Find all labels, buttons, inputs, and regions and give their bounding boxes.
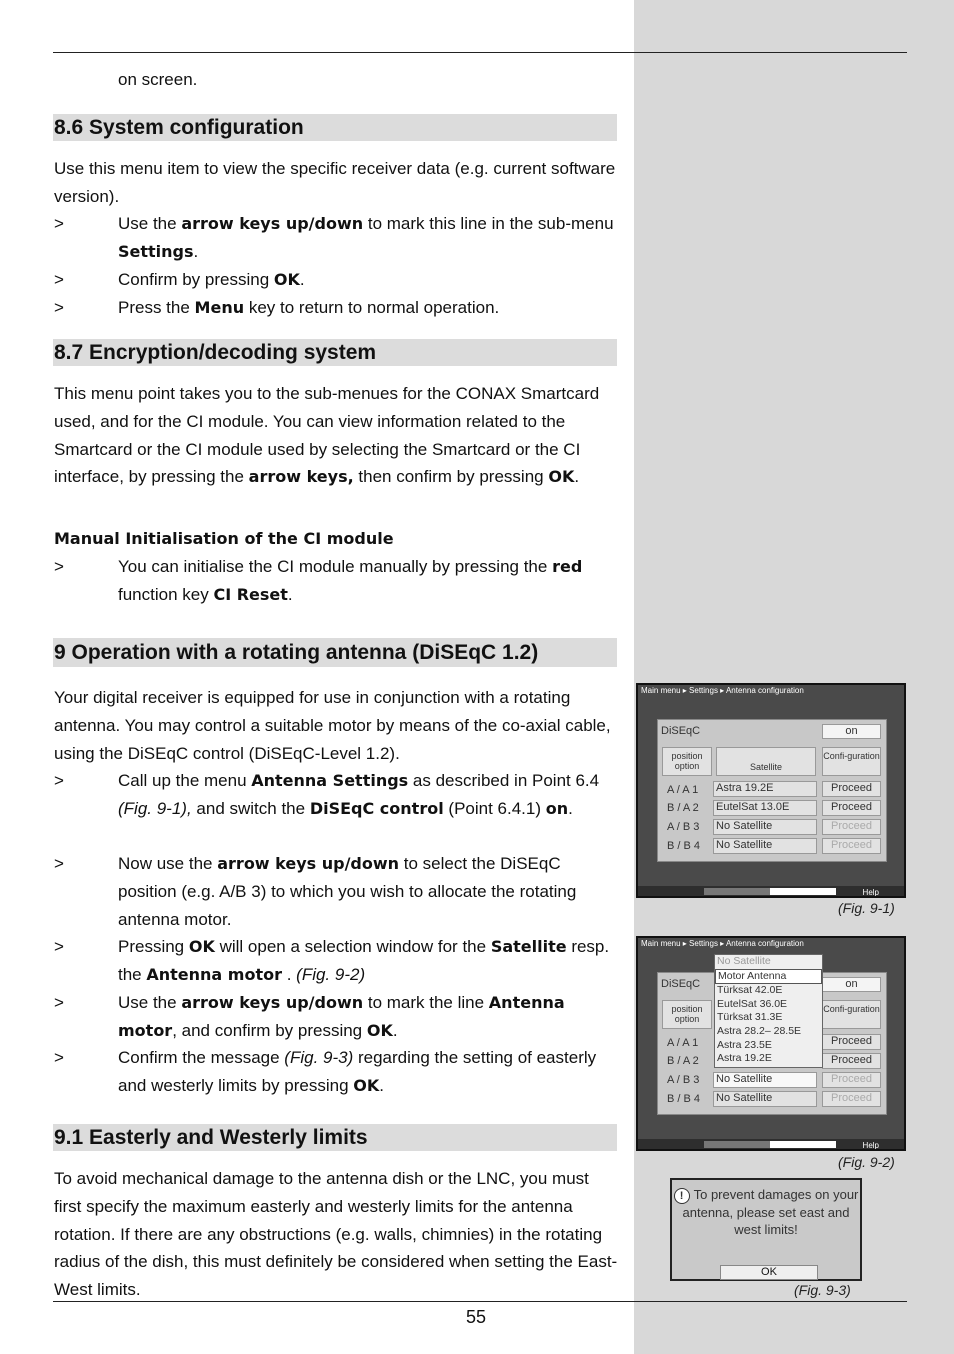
configuration-header: Confi-guration	[822, 1000, 881, 1029]
satellite-cell: No Satellite	[713, 838, 817, 854]
proceed-cell: Proceed	[822, 1053, 881, 1069]
bullet-marker: >	[54, 557, 64, 576]
proceed-cell: Proceed	[822, 781, 881, 797]
dropdown-option: EutelSat 36.0E	[717, 997, 788, 1010]
bullet-marker: >	[54, 298, 64, 317]
s9-bullet-1: > Call up the menu Antenna Settings as described in Point 6.4 (Fig. 9-1), and switch the DiSEqC control (Point 6.4.1) on.	[54, 767, 620, 823]
satellite-cell: Astra 19.2E	[713, 781, 817, 797]
help-label: Help	[862, 888, 879, 897]
intro-line: on screen.	[118, 70, 198, 89]
s86-bullet-3: > Press the Menu key to return to normal operation.	[54, 294, 620, 322]
heading-9-1: 9.1 Easterly and Westerly limits	[53, 1124, 617, 1151]
proceed-cell: Proceed	[822, 1034, 881, 1050]
s9-bullet-4: > Use the arrow keys up/down to mark the line Antenna motor, and confirm by pressing OK.	[54, 989, 620, 1045]
help-label: Help	[862, 1141, 879, 1150]
heading-8-7: 8.7 Encryption/decoding system	[53, 339, 617, 366]
diseqc-on-toggle: on	[822, 977, 881, 992]
configuration-header: Confi-guration	[822, 747, 881, 776]
bottom-rule	[53, 1301, 907, 1302]
ok-button: OK	[720, 1265, 818, 1280]
position-option-header: position option	[662, 1000, 712, 1029]
page-number: 55	[466, 1307, 487, 1327]
s9-paragraph: Your digital receiver is equipped for use in conjunction with a rotating antenna. You may control a suitable motor by means of the co-axial cable, using the DiSEqC control (DiSEqC-Level 1.2).	[54, 688, 611, 763]
proceed-cell: Proceed	[822, 800, 881, 816]
exclamation-icon: !	[674, 1188, 690, 1204]
proceed-cell: Proceed	[822, 838, 881, 854]
pos-label: B / B 4	[667, 1093, 701, 1105]
s9-bullet-5: > Confirm the message (Fig. 9-3) regarding the setting of easterly and westerly limits by pressing OK.	[54, 1044, 620, 1100]
pos-label: B / B 4	[667, 840, 701, 852]
s91-paragraph: To avoid mechanical damage to the antenna dish or the LNC, you must first specify the maximum easterly and westerly limits for the antenna rotation. If there are any obstructions (e.g. walls, chimnies) in the rotating radius of the dish, this must definitely be considered when setting the East-West limits.	[54, 1169, 618, 1300]
fig-9-1-screenshot	[636, 683, 906, 898]
function-key-bar	[638, 886, 904, 896]
bullet-marker: >	[54, 854, 64, 873]
fig-9-2-caption: (Fig. 9-2)	[838, 1154, 895, 1170]
s9-bullet-2: > Now use the arrow keys up/down to select the DiSEqC position (e.g. A/B 3) to which you wish to allocate the rotating antenna motor.	[54, 850, 620, 933]
pos-label: B / A 2	[667, 802, 699, 814]
heading-8-6: 8.6 System configuration	[53, 114, 617, 141]
bullet-marker: >	[54, 937, 64, 956]
proceed-cell: Proceed	[822, 1091, 881, 1107]
breadcrumb: Main menu ▸ Settings ▸ Antenna configuration	[641, 686, 804, 695]
bullet-marker: >	[54, 214, 64, 233]
dropdown-option: Türksat 42.0E	[717, 984, 783, 997]
fig-9-2-screenshot	[636, 936, 906, 1151]
dropdown-option: Türksat 31.3E	[717, 1011, 783, 1024]
s87-paragraph: This menu point takes you to the sub-menues for the CONAX Smartcard used, and for the CI module. You can view information related to the Smartcard or the CI module used by selecting the Smartcard or the CI interface, by pressing the arrow keys, then confirm by pressing OK.	[54, 384, 600, 487]
dropdown-option: Astra 28.2– 28.5E	[717, 1024, 802, 1037]
s86-paragraph: Use this menu item to view the specific receiver data (e.g. current software version).	[54, 159, 616, 206]
diseqc-label: DiSEqC	[661, 978, 701, 990]
diseqc-on-toggle: on	[822, 724, 881, 739]
dropdown-option: No Satellite	[717, 955, 771, 967]
pos-label: A / A 1	[667, 784, 699, 796]
bullet-marker: >	[54, 771, 64, 790]
warning-message: ! To prevent damages on your antenna, please set east and west limits!	[672, 1186, 860, 1238]
proceed-cell: Proceed	[822, 819, 881, 835]
proceed-cell: Proceed	[822, 1072, 881, 1088]
bullet-marker: >	[54, 270, 64, 289]
function-key-bar	[638, 1139, 904, 1149]
satellite-cell: No Satellite	[713, 1072, 817, 1088]
pos-label: A / B 3	[667, 821, 700, 833]
dropdown-option-selected: Motor Antenna	[715, 969, 822, 985]
satellite-header: Satellite	[716, 747, 816, 776]
pos-label: B / A 2	[667, 1055, 699, 1067]
bullet-marker: >	[54, 1048, 64, 1067]
s9-bullet-3: > Pressing OK will open a selection window for the Satellite resp. the Antenna motor . (Fig. 9-2)	[54, 933, 620, 989]
dropdown-option: Astra 23.5E	[717, 1038, 772, 1051]
position-option-header: position option	[662, 747, 712, 776]
satellite-cell: No Satellite	[713, 819, 817, 835]
pos-label: A / A 1	[667, 1037, 699, 1049]
satellite-cell: No Satellite	[713, 1091, 817, 1107]
s86-bullet-2: > Confirm by pressing OK.	[54, 266, 620, 294]
dropdown-option: Astra 19.2E	[717, 1052, 772, 1065]
ci-module-subheading: Manual Initialisation of the CI module	[54, 529, 394, 548]
satellite-dropdown	[714, 954, 823, 1068]
antenna-config-panel	[657, 719, 887, 862]
diseqc-label: DiSEqC	[661, 725, 701, 737]
top-rule	[53, 52, 907, 53]
fig-9-3-message-box	[670, 1178, 862, 1281]
fig-9-3-caption: (Fig. 9-3)	[794, 1282, 851, 1298]
fig-9-1-caption: (Fig. 9-1)	[838, 900, 895, 916]
breadcrumb: Main menu ▸ Settings ▸ Antenna configuration	[641, 939, 804, 948]
bullet-marker: >	[54, 993, 64, 1012]
s86-bullet-1: > Use the arrow keys up/down to mark this line in the sub-menu Settings.	[54, 210, 620, 266]
satellite-cell: EutelSat 13.0E	[713, 800, 817, 816]
s87-bullet-1: > You can initialise the CI module manually by pressing the red function key CI Reset.	[54, 553, 620, 609]
pos-label: A / B 3	[667, 1074, 700, 1086]
heading-9: 9 Operation with a rotating antenna (DiSEqC 1.2)	[53, 638, 617, 667]
